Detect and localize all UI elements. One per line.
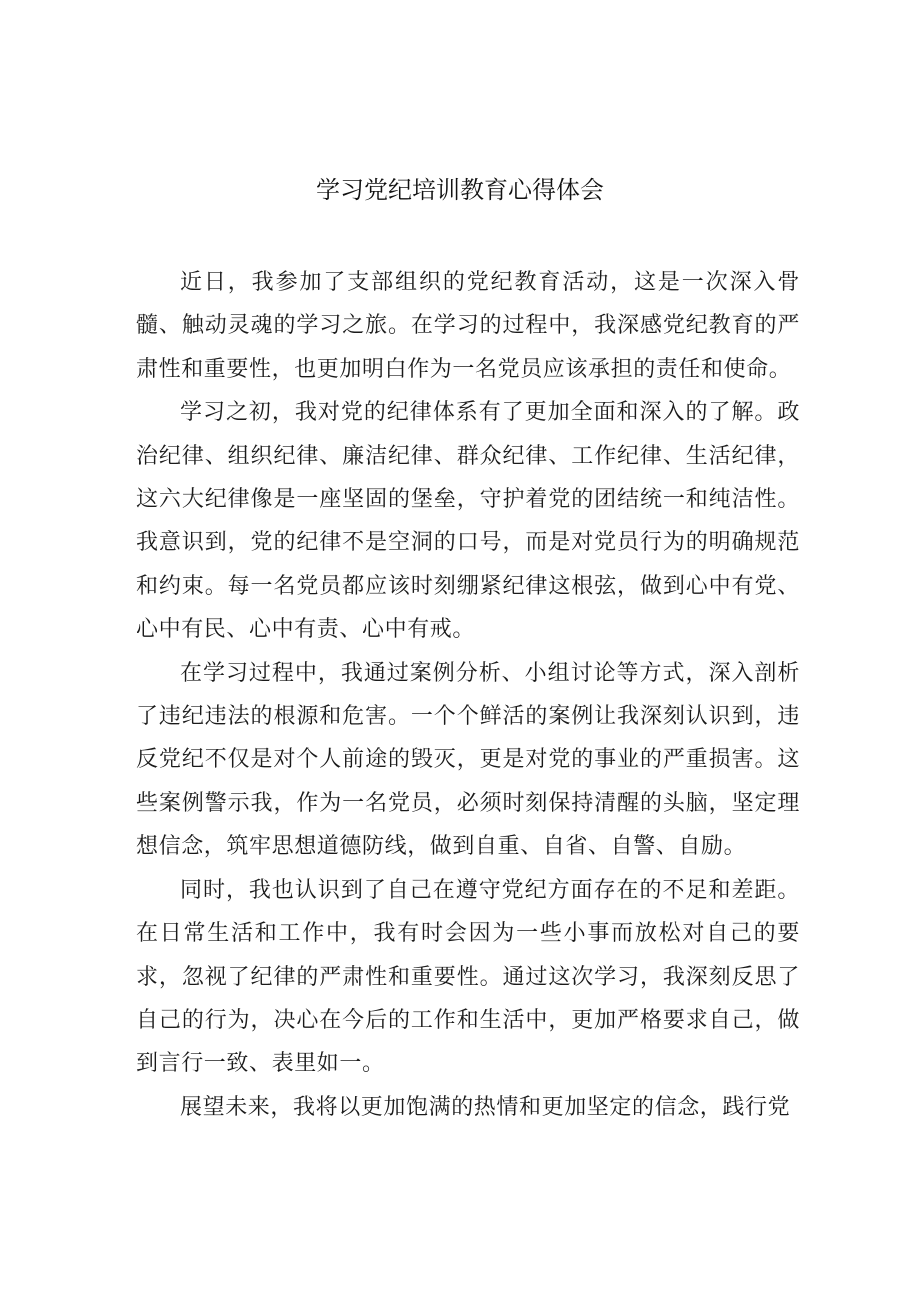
paragraph-5: 展望未来，我将以更加饱满的热情和更加坚定的信念，践行党: [180, 1094, 791, 1120]
document-title: 学习党纪培训教育心得体会: [316, 176, 604, 204]
document-body: [136, 261, 800, 1129]
paragraph-3: 在学习过程中，我通过案例分析、小组讨论等方式，深入剖析了违纪违法的根源和危害。一个个鲜活的案例让我深刻认识到，违反党纪不仅是对个人前途的毁灭，更是对党的事业的严重损害。这些案例警示我，作为一名党员，必须时刻保持清醒的头脑，坚定理想信念，筑牢思想道德防线，做到自重、自省、自警、自励。: [136, 660, 800, 860]
paragraph-2: 学习之初，我对党的纪律体系有了更加全面和深入的了解。政治纪律、组织纪律、廉洁纪律、群众纪律、工作纪律、生活纪律，这六大纪律像是一座坚固的堡垒，守护着党的团结统一和纯洁性。我意识到，党的纪律不是空洞的口号，而是对党员行为的明确规范和约束。每一名党员都应该时刻绷紧纪律这根弦，做到心中有党、心中有民、心中有责、心中有戒。: [136, 400, 800, 643]
paragraph-1: 近日，我参加了支部组织的党纪教育活动，这是一次深入骨髓、触动灵魂的学习之旅。在学习的过程中，我深感党纪教育的严肃性和重要性，也更加明白作为一名党员应该承担的责任和使命。: [136, 270, 800, 382]
paragraph-4: 同时，我也认识到了自己在遵守党纪方面存在的不足和差距。在日常生活和工作中，我有时会因为一些小事而放松对自己的要求，忽视了纪律的严肃性和重要性。通过这次学习，我深刻反思了自己的行为，决心在今后的工作和生活中，更加严格要求自己，做到言行一致、表里如一。: [136, 877, 800, 1077]
